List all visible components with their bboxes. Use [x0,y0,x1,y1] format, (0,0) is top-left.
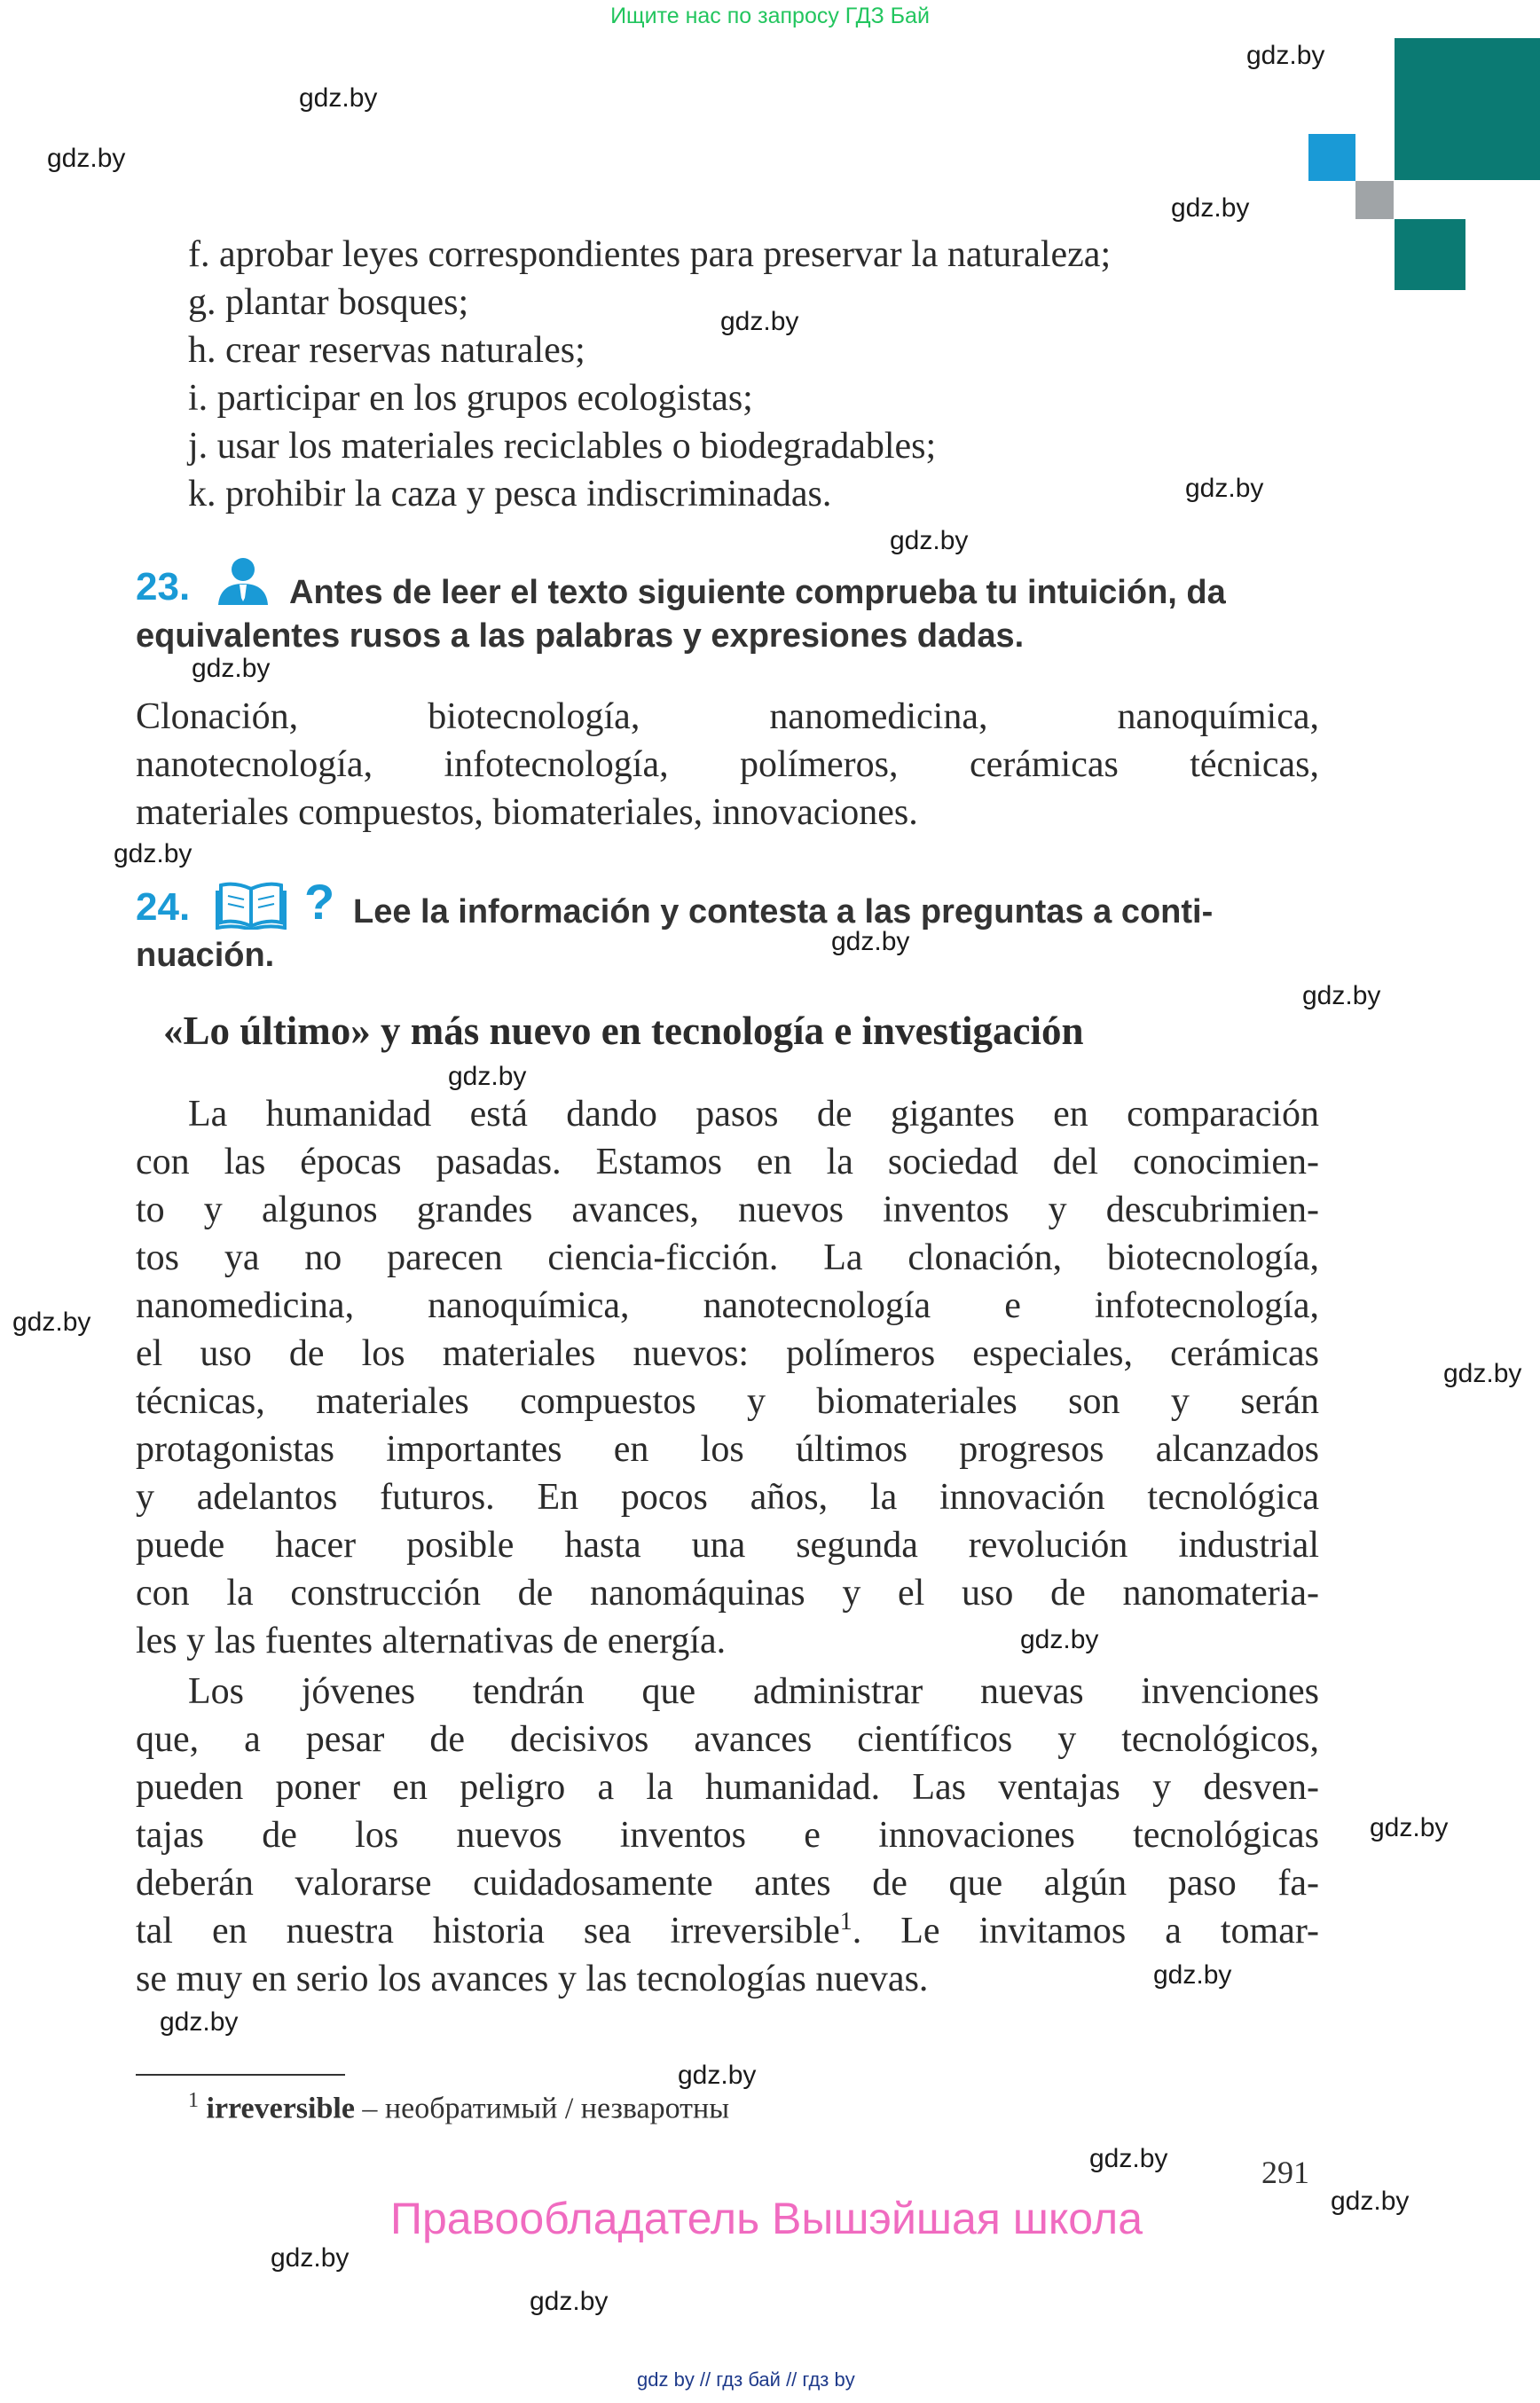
top-banner[interactable]: Ищите нас по запросу ГДЗ Бай [610,4,930,28]
text-line [136,1907,1319,1955]
text-line: Los jóvenes tendrán que administrar nuevas invenciones [188,1671,1319,1712]
watermark: gdz.by [1153,1960,1232,1990]
text-line: tajas de los nuevos inventos e innovaciones tecnológicas [136,1815,1319,1856]
teal-square-small [1395,219,1465,290]
footnote-ref[interactable]: 1 [839,1908,852,1936]
watermark: gdz.by [1302,981,1381,1010]
exercise-24-instruction: Lee la información y contesta a las preguntas a conti- [353,893,1214,931]
copyright-owner: Правообладатель Вышэйшая школа [390,2194,1143,2243]
text-line: pueden poner en peligro a la humanidad. Las ventajas y desven- [136,1767,1319,1808]
footer-links[interactable]: gdz by // гдз бай // гдз by [637,2368,855,2391]
person-icon [216,555,270,605]
vocab-line: Clonación, biotecnología, nanomedicina, nanoquímica, [136,696,1319,737]
instruction-line: Antes de leer el texto siguiente comprueba tu intuición, da [289,574,1226,611]
list-item: f. aprobar leyes correspondientes para preservar la naturaleza; [188,234,1112,275]
watermark: gdz.by [1185,474,1264,503]
watermark: gdz.by [12,1308,91,1337]
gray-square [1355,181,1394,219]
watermark: gdz.by [831,927,910,956]
watermark: gdz.by [299,83,378,113]
footnote-term: irreversible [206,2092,355,2125]
blue-square [1308,134,1355,181]
exercise-23-number: 23. [136,565,191,609]
watermark: gdz.by [678,2061,757,2090]
text-line: les y las fuentes alternativas de energía. [136,1621,727,1661]
text-line: tos ya no parecen ciencia-ficción. La clonación, biotecnología, [136,1237,1319,1278]
watermark: gdz.by [1246,41,1325,70]
list-item: k. prohibir la caza y pesca indiscriminadas. [188,474,832,514]
footnote [188,2089,729,2125]
watermark: gdz.by [271,2243,350,2273]
list-item: h. crear reservas naturales; [188,330,585,371]
watermark: gdz.by [1443,1359,1522,1388]
watermark: gdz.by [47,144,126,173]
watermark: gdz.by [192,654,271,683]
exercise-24-instruction-cont: nuación. [136,937,275,974]
page-number: 291 [1261,2155,1309,2190]
text-line: se muy en serio los avances y las tecnologías nuevas. [136,1959,929,1999]
open-book-icon [216,880,287,930]
text-line: técnicas, materiales compuestos y biomateriales son y serán [136,1381,1319,1422]
text-line: puede hacer posible hasta una segunda revolución industrial [136,1525,1319,1566]
watermark: gdz.by [114,839,192,868]
watermark: gdz.by [1171,193,1250,223]
watermark: gdz.by [1020,1625,1099,1654]
text-line: que, a pesar de decisivos avances científicos y tecnológicos, [136,1719,1319,1760]
text-line: deberán valorarse cuidadosamente antes de que algún paso fa- [136,1863,1319,1904]
list-item: j. usar los materiales reciclables o biodegradables; [188,426,937,467]
watermark: gdz.by [720,307,799,336]
text-line: protagonistas importantes en los últimos progresos alcanzados [136,1429,1319,1470]
vocab-line: materiales compuestos, biomateriales, innovaciones. [136,792,918,833]
text-line: el uso de los materiales nuevos: polímeros especiales, cerámicas [136,1333,1319,1374]
text-line: to y algunos grandes avances, nuevos inventos y descubrimien- [136,1190,1319,1230]
footnote-translation: – необратимый / незваротны [354,2092,730,2125]
teal-square-large [1395,38,1540,180]
text-segment: . Le invitamos a tomar- [852,1911,1319,1951]
watermark: gdz.by [448,1062,527,1091]
watermark: gdz.by [530,2287,609,2316]
watermark: gdz.by [1370,1813,1449,1842]
exercise-23-instruction [289,570,1226,615]
article-title: «Lo último» y más nuevo en tecnología e investigación [163,1009,1084,1053]
footnote-divider [136,2074,345,2076]
text-line: con las épocas pasadas. Estamos en la sociedad del conocimien- [136,1142,1319,1182]
list-item: i. participar en los grupos ecologistas; [188,378,753,419]
text-line: nanomedicina, nanoquímica, nanotecnología e infotecnología, [136,1285,1319,1326]
text-line: La humanidad está dando pasos de gigantes en comparación [188,1094,1319,1135]
watermark: gdz.by [890,526,969,555]
question-mark-icon: ? [304,874,335,930]
exercise-23-instruction-cont: equivalentes rusos a las palabras y expresiones dadas. [136,617,1025,655]
exercise-24-number: 24. [136,885,191,929]
list-item: g. plantar bosques; [188,282,469,323]
footnote-mark: 1 [188,2089,199,2112]
text-segment: tal en nuestra historia sea irreversible [136,1911,840,1951]
watermark: gdz.by [160,2007,239,2037]
vocab-line: nanotecnología, infotecnología, polímeros, cerámicas técnicas, [136,744,1319,785]
text-line: y adelantos futuros. En pocos años, la innovación tecnológica [136,1477,1319,1518]
watermark: gdz.by [1331,2187,1410,2216]
text-line: con la construcción de nanomáquinas y el uso de nanomateria- [136,1573,1319,1614]
watermark: gdz.by [1089,2144,1168,2173]
